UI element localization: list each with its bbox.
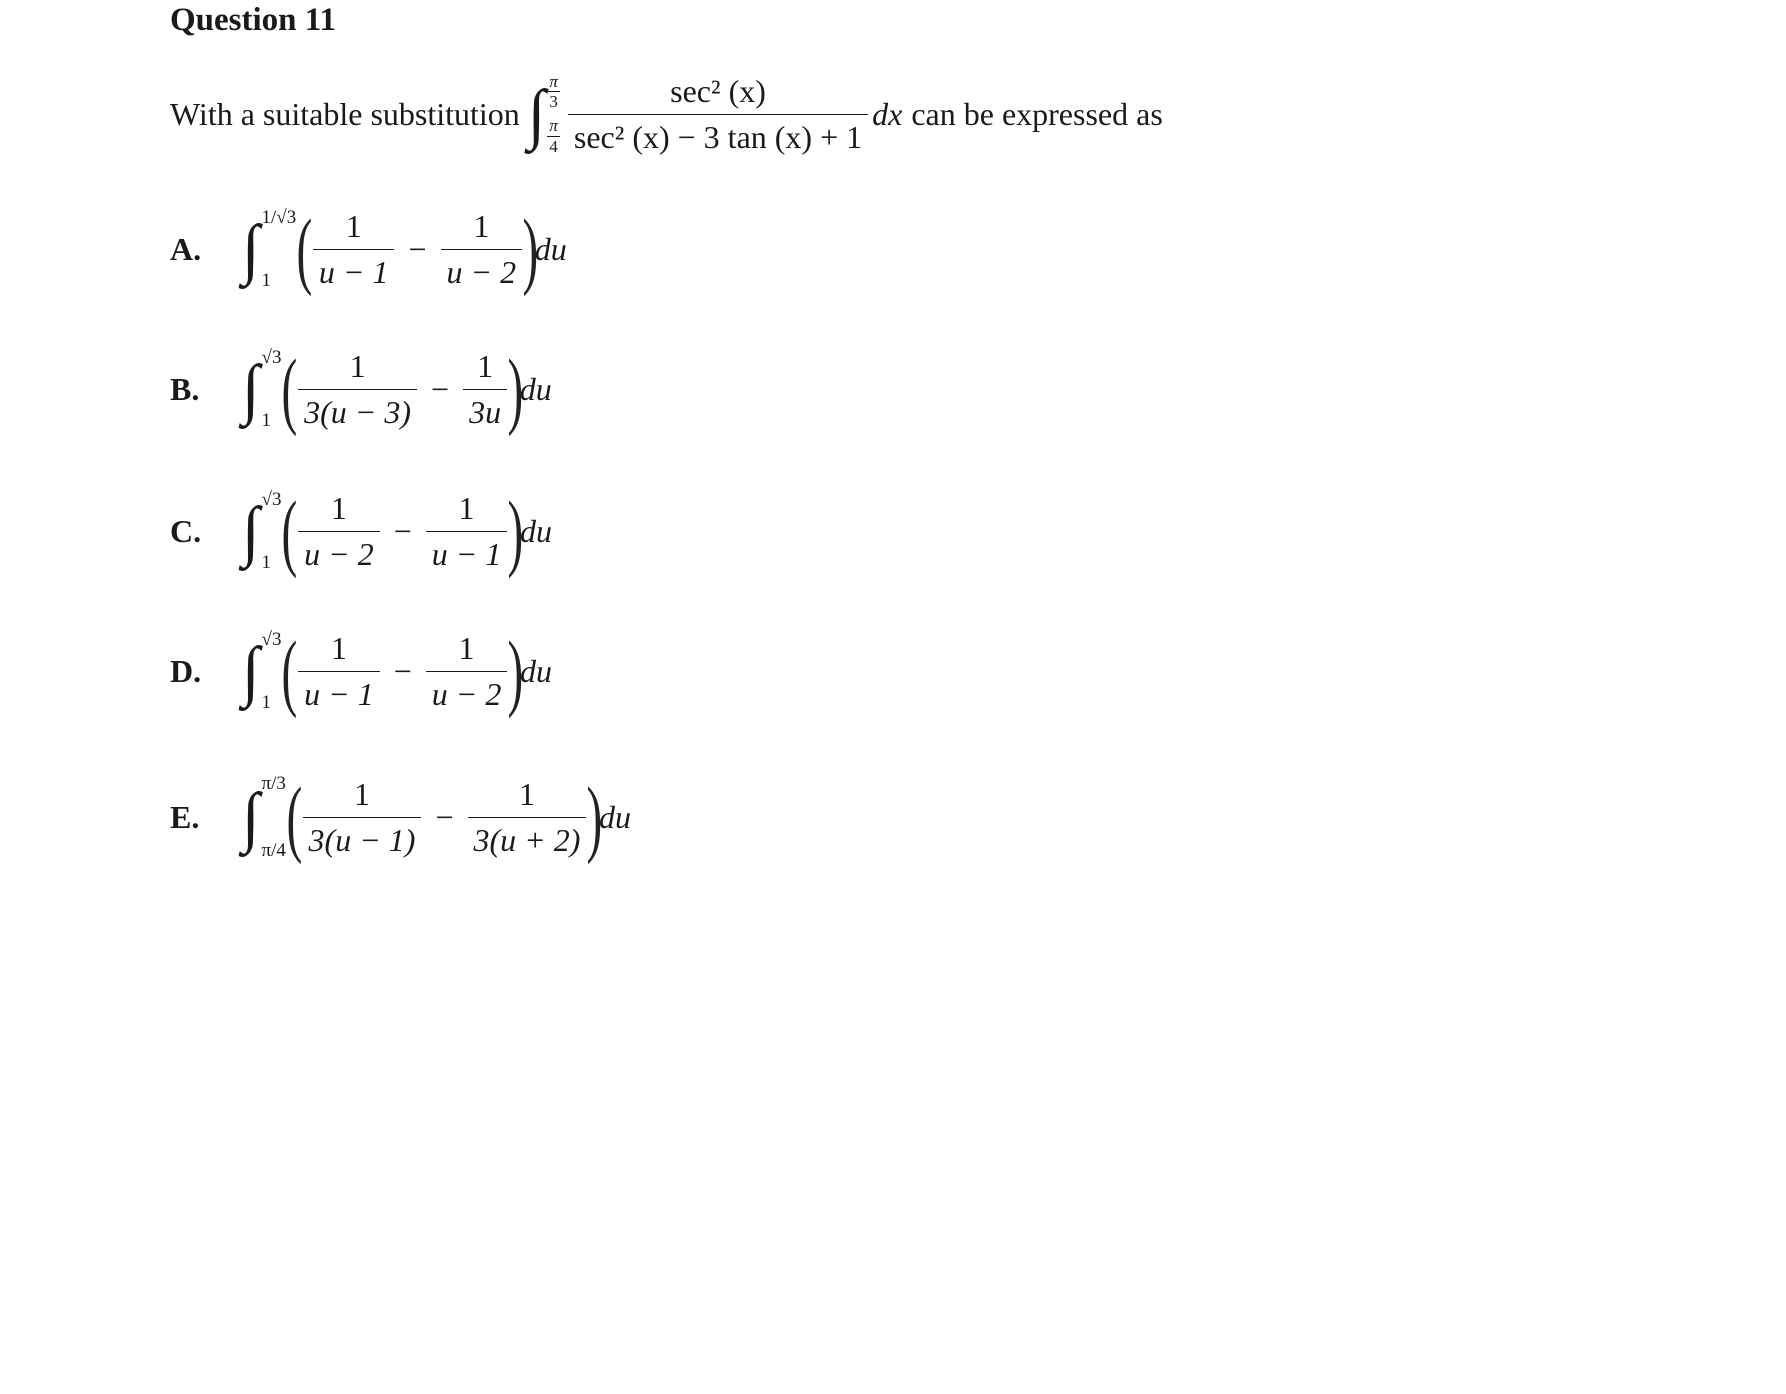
option-c[interactable] <box>170 483 552 579</box>
fraction-2: $\frac{1}{u - 1}$ <box>426 490 508 573</box>
fraction-1: $\frac{1}{u - 1}$ <box>298 630 380 713</box>
integral-sign: ∫ <box>527 76 546 151</box>
upper-limit: √3 <box>261 489 282 510</box>
lower-limit: π 4 <box>549 115 558 156</box>
integrand-fraction <box>568 73 868 156</box>
fraction-1: $\frac{1}{3(u - 1)}$ <box>303 776 422 859</box>
integrand-numerator: sec² (x) <box>670 72 766 109</box>
integral-limits <box>262 346 282 432</box>
option-letter: C. <box>170 512 202 549</box>
option-integral: ∫ π/3 π/4 ( $\frac{1}{3(u - 1)}$ − $\frac{1}{3(u + 2)}$ ) du <box>242 769 632 865</box>
integral-sign: ∫ <box>242 779 260 854</box>
differential: du <box>519 370 552 407</box>
fraction-2: $\frac{1}{u - 2}$ <box>426 630 508 713</box>
fraction-1: $\frac{1}{u - 2}$ <box>298 490 380 573</box>
fraction-2: $\frac{1}{u - 2}$ <box>441 208 523 291</box>
lower-limit: 1 <box>261 410 272 431</box>
upper-limit: √3 <box>261 629 282 650</box>
upper-limit: π/3 <box>261 773 286 794</box>
option-b[interactable] <box>170 341 552 437</box>
fraction-2: $\frac{1}{3(u + 2)}$ <box>468 776 587 859</box>
fraction-2: $\frac{1}{3u}$ <box>463 348 507 431</box>
lower-limit: 1 <box>261 552 272 573</box>
differential: du <box>519 512 552 549</box>
integral-sign: ∫ <box>242 493 260 568</box>
option-letter: A. <box>170 230 202 267</box>
stem-integral <box>528 73 872 156</box>
stem-prefix: With a suitable substitution <box>170 95 520 132</box>
option-letter: B. <box>170 370 200 407</box>
integral-limits <box>262 628 282 714</box>
lower-limit: π/4 <box>261 840 286 861</box>
integral-limits <box>262 774 286 860</box>
question-title: Question 11 <box>170 2 336 38</box>
option-integral: ∫ √3 1 ( $\frac{1}{3(u - 3)}$ − $\frac{1}{3u}$ ) du <box>242 341 552 437</box>
option-integral: ∫ √3 1 ( $\frac{1}{u - 2}$ − $\frac{1}{u - 1}$ ) du <box>242 483 552 579</box>
integral-sign: ∫ <box>242 351 260 426</box>
integral-limits <box>547 73 560 156</box>
upper-limit: π 3 <box>549 71 558 112</box>
option-a[interactable] <box>170 201 567 297</box>
upper-limit: 1/√3 <box>261 207 297 228</box>
option-letter: E. <box>170 798 200 835</box>
lower-limit: 1 <box>261 692 272 713</box>
stem-suffix: can be expressed as <box>911 95 1163 132</box>
option-integral: ∫ 1/√3 1 ( $\frac{1}{u - 1}$ − $\frac{1}{u - 2}$ ) du <box>242 201 567 297</box>
integral-limits <box>262 488 282 574</box>
question-stem <box>170 54 1163 174</box>
differential: du <box>599 798 632 835</box>
fraction-1: $\frac{1}{u - 1}$ <box>313 208 395 291</box>
differential: du <box>519 652 552 689</box>
integral-limits <box>262 206 297 292</box>
option-letter: D. <box>170 652 202 689</box>
option-d[interactable] <box>170 623 552 719</box>
differential: du <box>534 230 567 267</box>
integral-sign: ∫ <box>242 633 260 708</box>
integral-sign: ∫ <box>242 211 260 286</box>
option-e[interactable] <box>170 769 632 865</box>
lower-limit: 1 <box>261 270 272 291</box>
fraction-1: $\frac{1}{3(u - 3)}$ <box>298 348 417 431</box>
option-integral: ∫ √3 1 ( $\frac{1}{u - 1}$ − $\frac{1}{u - 2}$ ) du <box>242 623 552 719</box>
stem-differential: dx <box>872 95 903 132</box>
integrand-denominator: sec² (x) − 3 tan (x) + 1 <box>568 114 868 156</box>
upper-limit: √3 <box>261 347 282 368</box>
